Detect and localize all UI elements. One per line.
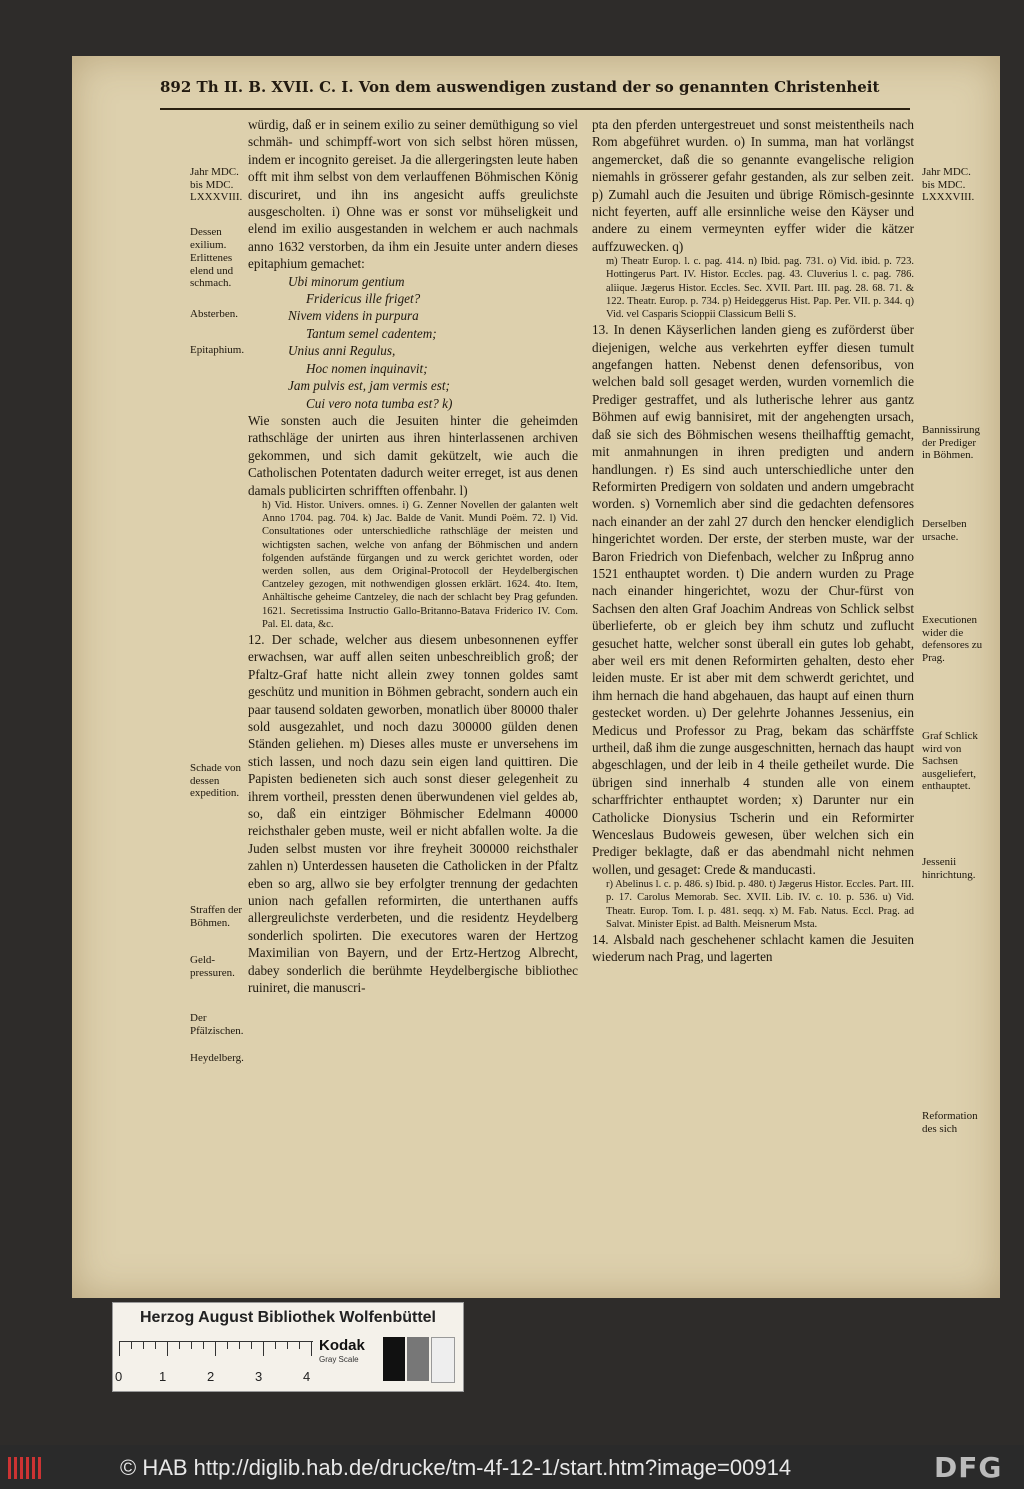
ruler-number: 4 bbox=[303, 1369, 311, 1384]
header-rule bbox=[160, 108, 910, 110]
poem-line-3: Nivem videns in purpura bbox=[288, 308, 419, 324]
gray-scale-label: Gray Scale bbox=[319, 1355, 359, 1364]
margin-note-right-3: Derselben ursache. bbox=[922, 518, 967, 543]
right-footnotes-1: m) Theatr Europ. l. c. pag. 414. n) Ibid. pag. 731. o) Vid. ibid. p. 723. Hottingerus Part. IV. Histor. Eccles. pag. 43. Cluverius l. c. pag. 786. aliique. Jægerus Histor. Eccles. Sec. XVII. Part. III. pag. 28. 68. 71. & 122. Theatr. Europ. p. 734. p) Heideggerus Hist. Pap. Per. VII. p. 344. q) Vid. vel Casparis Scioppii Classicum Belli S. bbox=[606, 256, 914, 321]
left-text-column bbox=[248, 116, 578, 997]
margin-note-right-2: Bannissirung der Prediger in Böhmen. bbox=[922, 424, 981, 461]
margin-note-left-4: Absterben. bbox=[190, 308, 238, 320]
hab-logo-icon bbox=[8, 1457, 46, 1479]
poem-line-5: Unius anni Regulus, bbox=[288, 343, 396, 359]
poem-line-1: Ubi minorum gentium bbox=[288, 273, 405, 289]
poem-line-7: Jam pulvis est, jam vermis est; bbox=[288, 378, 450, 394]
margin-note-left-6: Schade von dessen expedition. bbox=[190, 762, 242, 799]
right-paragraph-1: pta den pferden untergestreuet und sonst meistentheils nach Rom abgeführet wurden. o) In summa, man hat vorlängst angemercket, daß die so genannte evangelische religion niemahls in grösserer gefahr gestanden, als zur selben zeit. p) Zumahl auch die Jesuiten und übrige Römisch-gesinnte nicht feyerten, auff alle ersinnliche weise den Käyser und andere zu einem vermeynten eyffer wider die kätzer auffzuwecken. q) bbox=[592, 117, 914, 254]
left-paragraph-1: würdig, daß er in seinem exilio zu seiner demüthigung so viel schmäh- und schimpff-wort von sich selbst hören müssen, indem er incognito gereiset. Ja die allergeringsten leute haben offt mit ihm selbst von dem verlauffenen Böhmischen König discuriret, und ihn ins angesicht auffs greulichste ausgescholten. i) Ohne was er sonst vor mühseligkeit und elend im exilio ausgestanden in welchem er auch nachmals anno 1632 verstorben, da ihm ein Jesuite unter andern dieses epitaphium gemachet: bbox=[248, 117, 578, 272]
margin-note-left-5: Epitaphium. bbox=[190, 344, 245, 356]
margin-note-left-1: Jahr MDC. bis MDC. LXXXVIII. bbox=[190, 166, 243, 203]
left-footnotes: h) Vid. Histor. Univers. omnes. i) G. Zenner Novellen der galanten welt Anno 1704. pag. 704. k) Jac. Balde de Vanit. Mundi Poëm. 72. l) Vid. Consultationes oder unterschiedliche rathschläge der meisten und wichtigsten sachen, welche von anfang der Böhmischen und andern folgenden aufstände fürgangen und zu werck gerichtet worden, oder werden sollen, aus dem Original-Protocoll der Heydelbergischen Cantzeley gezogen, mit nothwendigen glossen erklärt. 1624. 4to. Item, Anhältische geheime Cantzeley, die nach der schlacht bey Prag gefunden. 1621. Secretissima Instructio Gallo-Britanno-Batava Friderico IV. Com. Pal. El. data, &c. bbox=[262, 499, 578, 630]
poem-line-6: Hoc nomen inquinavit; bbox=[306, 360, 428, 376]
poem-line-8: Cui vero nota tumba est? k) bbox=[306, 395, 453, 411]
left-paragraph-2: Wie sonsten auch die Jesuiten hinter die geheimden rathschläge der unirten aus ihren hinterlassenen archiven gekommen, und sich damit gekützelt, wie auch die Catholischen Potentaten dadurch weiter erreget, ist aus denen damals publicirten schrifften offenbahr. l) bbox=[248, 412, 578, 498]
gray-swatch-white bbox=[431, 1337, 455, 1383]
right-paragraph-2: 13. In denen Käyserlichen landen gieng es zuförderst über diejenigen, welche aus verkehrten eyffer diesen tumult angefangen hatten. Nebenst denen defensoribus, von welchen bald soll gesaget werden, wurden vornemlich die Prediger gestraffet, und als lutherische lehrer aus gantz Böhmen auf ewig bannisiret, mit der angehengten ursach, daß sie sich des Böhmischen wesens theilhafftig gemacht, mit anmahnungen in ihren predigten und andern handlungen. r) Es sind auch unterschiedliche unter den Reformirten Predigern von soldaten und andern umgebracht worden. s) Vornemlich aber sind die gedachten defensores nach einander an der zahl 27 durch den hencker elendiglich hingerichtet worden. Der erste, der sterben muste, war der Baron Friedrich von Diefenbach, welcher zu Inßprug anno 1521 enthauptet worden. t) Die andern wurden zu Prage nach einander hingerichtet, wozu der Chur-fürst von Sachsen den alten Graf Joachim Andreas von Schlick selbst überlieferte, ob er gleich bey ihm schutz und zuflucht gesuchet hatte, welcher sonst überall ein gutes lob gehabt, aber weil ers mit denen Reformirten gehalten, desto eher leiden muste. Er ist aber mit dem schwerdt gerichtet, und ihm hernach die hand abgehauen, das haupt auf einen thurn gestecket worden. u) Der gelehrte Johannes Jessenius, ein Medicus und Professor zu Prag, bekam das schärffste urtheil, daß ihm die zunge ausgeschnitten, hernach das haupt abgeschlagen, und der leib in 4 theile getheilet wurde. Die übrigen sind innerhalb 4 stunden alle von einem scharffrichter enthauptet worden; x) Darunter nur ein Catholicke Dionysius Tscherin und ein Reformirter Wenceslaus Budoweis gewesen, über welchen sich ein Prediger beklagte, daß er das abendmahl nicht nehmen wollen, und gesaget: Crede & manducasti. bbox=[592, 322, 914, 877]
color-calibration-card bbox=[112, 1302, 464, 1392]
ruler-number: 1 bbox=[159, 1369, 167, 1384]
library-name: Herzog August Bibliothek Wolfenbüttel bbox=[140, 1309, 436, 1326]
margin-note-right-4: Executionen wider die defensores zu Prag. bbox=[922, 614, 983, 664]
margin-note-left-10: Heydelberg. bbox=[190, 1052, 244, 1064]
kodak-label: Kodak bbox=[319, 1337, 365, 1354]
ruler-number: 0 bbox=[115, 1369, 123, 1384]
margin-note-right-7: Reformation des sich bbox=[922, 1110, 978, 1135]
source-url[interactable]: © HAB http://diglib.hab.de/drucke/tm-4f-12-1/start.htm?image=00914 bbox=[120, 1455, 792, 1480]
right-footnotes-2: r) Abelinus l. c. p. 486. s) Ibid. p. 480. t) Jægerus Histor. Eccles. Part. III. p. 17. Carolus Memorab. Sec. XVII. Lib. IV. c. 10. p. 536. u) Vid. Theatr. Europ. Tom. I. p. 481. seqq. x) M. Fab. Natus. Eccl. Prag. ad Salvat. Minister Epist. ad Balth. Meisnerum Msta. bbox=[606, 879, 914, 930]
viewer-footer bbox=[0, 1445, 1024, 1489]
gray-swatch-mid bbox=[407, 1337, 429, 1381]
margin-note-left-2: Dessen exilium. bbox=[190, 226, 227, 251]
ruler-number: 2 bbox=[207, 1369, 215, 1384]
epitaph-poem bbox=[248, 273, 578, 412]
margin-note-right-5: Graf Schlick wird von Sachsen ausgeliefert, enthauptet. bbox=[922, 730, 978, 792]
margin-note-right-6: Jessenii hinrichtung. bbox=[922, 856, 976, 881]
margin-note-left-9: Der Pfälzischen. bbox=[190, 1012, 244, 1037]
poem-line-2: Fridericus ille friget? bbox=[306, 291, 421, 307]
right-paragraph-3: 14. Alsbald nach geschehener schlacht kamen die Jesuiten wiederum nach Prag, und lagerten bbox=[592, 932, 914, 965]
right-text-column bbox=[592, 116, 914, 966]
margin-note-left-8: Geld-pressuren. bbox=[190, 954, 235, 979]
margin-note-left-7: Straffen der Böhmen. bbox=[190, 904, 243, 929]
running-head: 892 Th II. B. XVII. C. I. Von dem auswendigen zustand der so genannten Christenheit bbox=[160, 78, 880, 96]
poem-line-4: Tantum semel cadentem; bbox=[306, 325, 437, 341]
margin-note-right-1: Jahr MDC. bis MDC. LXXXVIII. bbox=[922, 166, 975, 203]
left-paragraph-3: 12. Der schade, welcher aus diesem unbesonnenen eyffer erwachsen, war auff allen seiten unbeschreiblich groß; der Pfaltz-Graf hatte nicht allein zwey tonnen goldes samt geschütz und munition in Böhmen gebracht, sondern auch ein paar tausend soldaten geworben, monatlich über 80000 thaler sold ausgezahlet, und noch dazu 300000 gülden denen Ständen geliehen. m) Dieses alles muste er unversehens im stich lassen, und noch dazu sein eigen land quittiren. Die Papisten bedieneten sich auch sonst dieser gelegenheit zu ihrem vortheil, pressten denen überwundenen viel geldes ab, so, daß ein eintziger Böhmischer Edelmann 40000 reichsthaler geben muste, weil er nicht abfallen wolte. Ja die Juden selbst musten vor ihre freyheit 300000 reichsthaler zahlen n) Unterdessen hauseten die Catholicken in der Pfaltz eben so arg, allwo sie bey erfolgter trennung der gedachten union nach gefallen reformirten, die unterthanen auffs allergreulichste verderbeten, und die residentz Heydelberg sonderlich spolirten. Die executores waren der Hertzog Maximilian von Bayern, und der Ertz-Hertzog Albrecht, dabey sonderlich die berühmte Heydelbergische bibliothec ruiniret, die manuscri- bbox=[248, 631, 578, 996]
measurement-ruler bbox=[119, 1341, 313, 1362]
dfg-logo: DFG bbox=[934, 1451, 1003, 1484]
gray-swatch-black bbox=[383, 1337, 405, 1381]
margin-note-left-3: Erlittenes elend und schmach. bbox=[190, 252, 234, 289]
ruler-number: 3 bbox=[255, 1369, 263, 1384]
